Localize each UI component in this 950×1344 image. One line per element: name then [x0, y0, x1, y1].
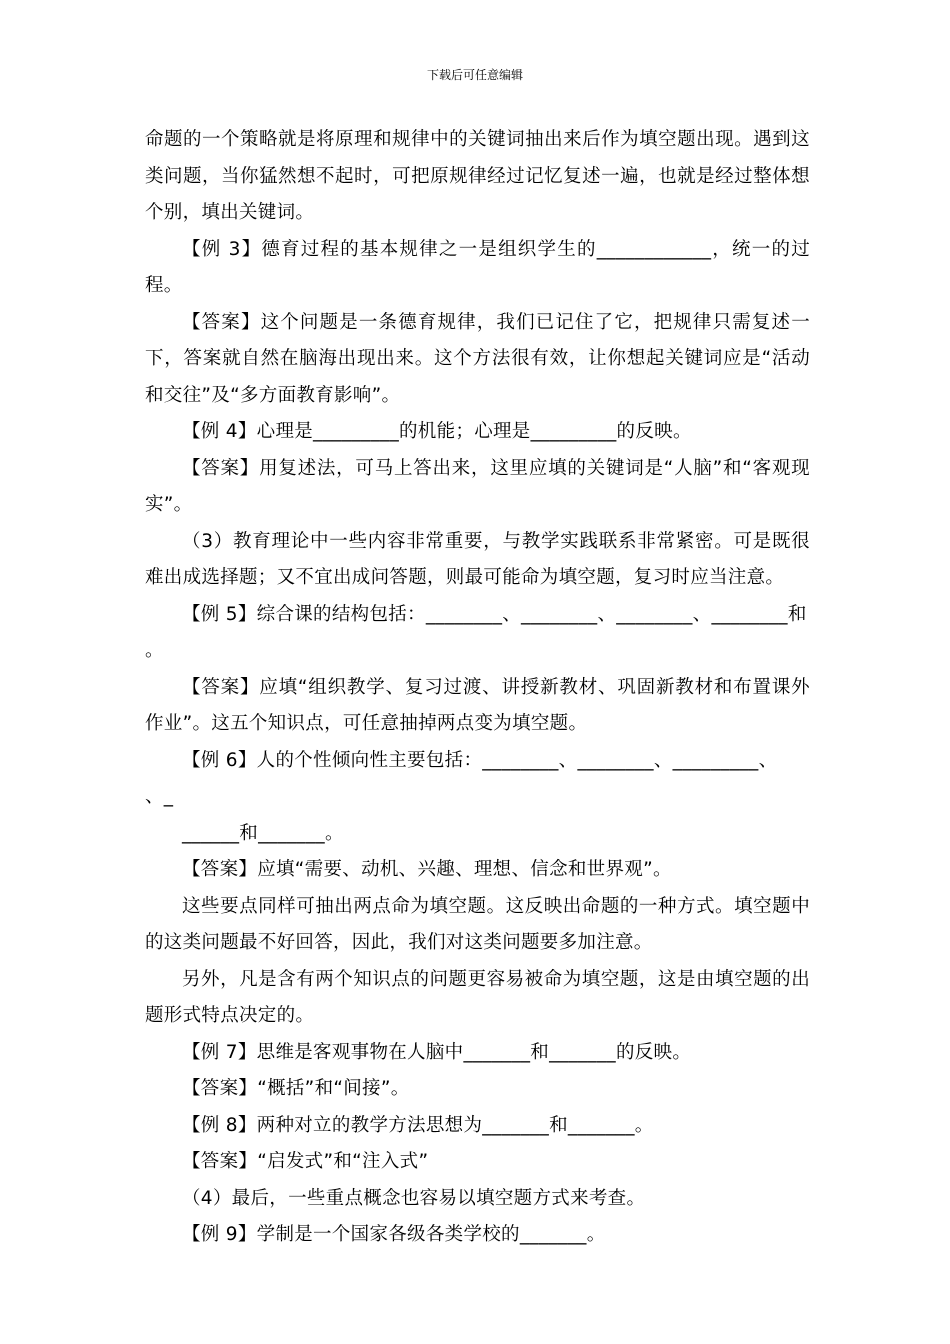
section-4-paragraph: （4）最后，一些重点概念也容易以填空题方式来考查。: [182, 1187, 646, 1209]
section-3-paragraph: （3）教育理论中一些内容非常重要，与教学实践联系非常紧密。可是既很难出成选择题；又不宜出成问答题，则最可能命为填空题，复习时应当注意。: [145, 530, 810, 588]
example-6-question-cont: 、_: [145, 786, 174, 807]
example-6-question-end: ______和_______。: [182, 822, 344, 844]
paragraph: 这些要点同样可抽出两点命为填空题。这反映出命题的一种方式。填空题中的这类问题最不好回答，因此，我们对这类问题要多加注意。: [145, 895, 810, 953]
example-7-answer: 【答案】“概括”和“间接”。: [182, 1078, 410, 1099]
page-header: 下载后可任意编辑: [426, 68, 523, 82]
example-7-question: 【例 7】思维是客观事物在人脑中_______和_______的反映。: [182, 1041, 692, 1063]
example-5-answer: 【答案】应填“组织教学、复习过渡、讲授新教材、巩固新教材和布置课外作业”。这五个知识点，可任意抽掉两点变为填空题。: [145, 676, 810, 734]
example-5-question: 【例 5】综合课的结构包括：________、________、________、________和: [182, 603, 807, 625]
example-8-question: 【例 8】两种对立的教学方法思想为_______和_______。: [182, 1114, 654, 1136]
paragraph: 命题的一个策略就是将原理和规律中的关键词抽出来后作为填空题出现。遇到这类问题，当你猛然想不起时，可把原规律经过记忆复述一遍，也就是经过整体想个别，填出关键词。: [145, 129, 810, 223]
example-8-answer: 【答案】“启发式”和“注入式”: [182, 1151, 429, 1172]
example-3-question: 【例 3】德育过程的基本规律之一是组织学生的____________，统一的过程。: [145, 238, 810, 296]
example-3-answer: 【答案】这个问题是一条德育规律，我们已记住了它，把规律只需复述一下，答案就自然在脑海出现出来。这个方法很有效，让你想起关键词应是“活动和交往”及“多方面教育影响”。: [145, 311, 810, 406]
example-6-answer: 【答案】应填“需要、动机、兴趣、理想、信念和世界观”。: [182, 859, 672, 880]
document-body: [145, 122, 810, 1254]
example-5-question-end: 。: [145, 640, 164, 661]
example-9-question: 【例 9】学制是一个国家各级各类学校的_______。: [182, 1224, 606, 1245]
example-6-question: 【例 6】人的个性倾向性主要包括：________、________、_________、: [182, 749, 778, 771]
paragraph: 另外，凡是含有两个知识点的问题更容易被命为填空题，这是由填空题的出题形式特点决定的。: [145, 968, 810, 1026]
example-4-question: 【例 4】心理是_________的机能；心理是_________的反映。: [182, 421, 692, 442]
example-4-answer: 【答案】用复述法，可马上答出来，这里应填的关键词是“人脑”和“客观现实”。: [145, 457, 810, 515]
